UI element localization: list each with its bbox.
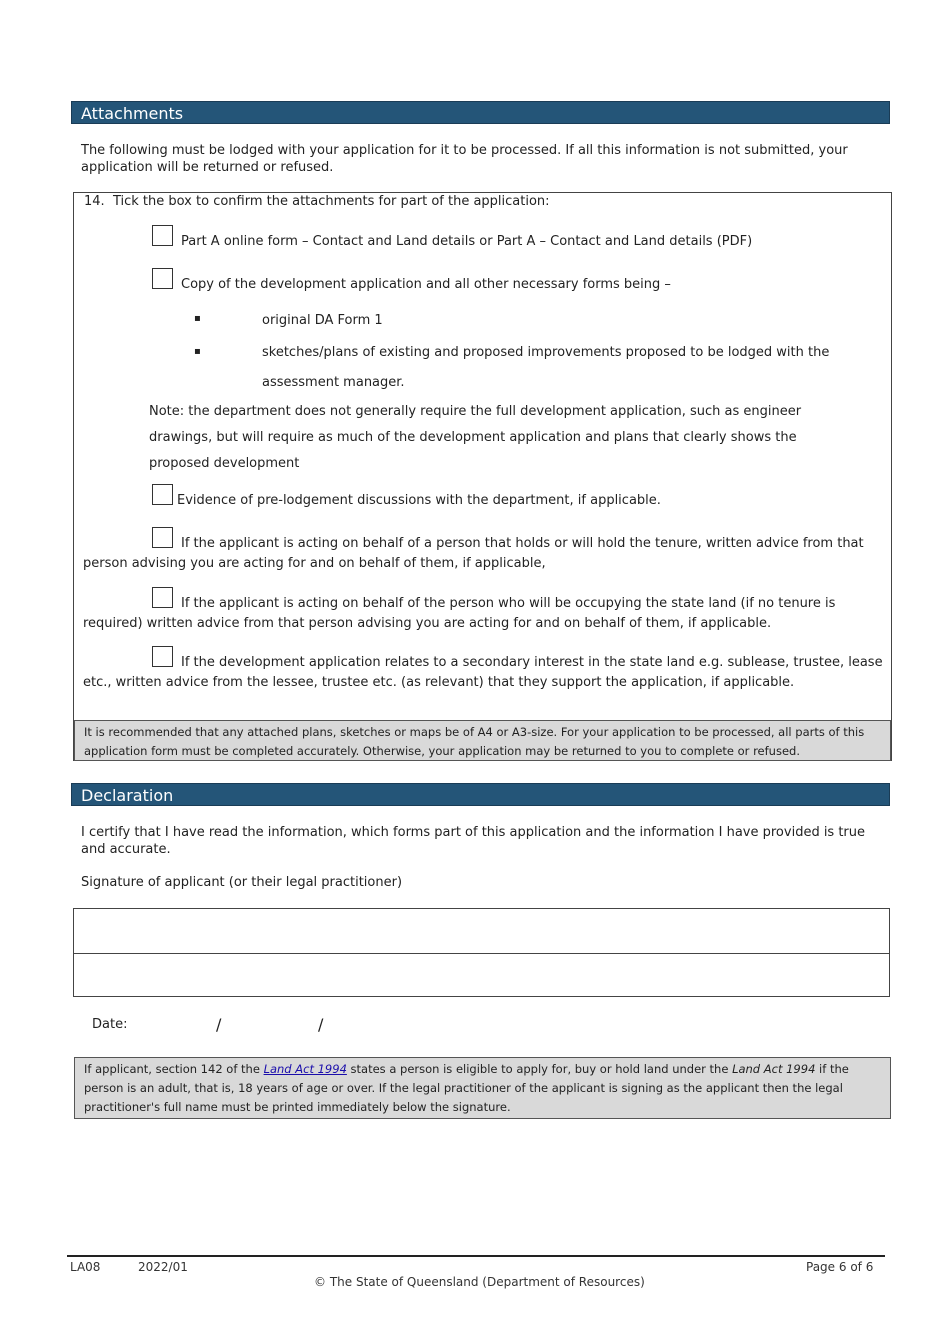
item-copy-da-label: Copy of the development application and all other necessary forms being – bbox=[181, 277, 671, 292]
date-year-field[interactable] bbox=[334, 1013, 424, 1033]
footer-rule bbox=[67, 1255, 885, 1257]
date-separator: / bbox=[318, 1015, 324, 1034]
item-part-a-label: Part A online form – Contact and Land details or Part A – Contact and Land details (PDF) bbox=[181, 234, 753, 249]
checkbox-pre-lodgement[interactable] bbox=[152, 484, 173, 505]
note-part2: states a person is eligible to apply for, buy or hold land under the bbox=[350, 1062, 729, 1076]
declaration-heading: Declaration bbox=[71, 783, 890, 806]
question-number: 14. bbox=[84, 194, 105, 209]
page-number: Page 6 of 6 bbox=[806, 1260, 874, 1274]
signature-field[interactable] bbox=[73, 908, 890, 954]
department-note: Note: the department does not generally require the full development application, such as engineer drawings, but will require as much of the development application and plans that clearly shows the proposed development bbox=[149, 404, 802, 471]
copyright: © The State of Queensland (Department of Resources) bbox=[314, 1275, 645, 1289]
bullet-marker: ▪ bbox=[194, 313, 201, 324]
item-occupier-advice-label: If the applicant is acting on behalf of the person who will be occupying the state land (if no tenure is required) written advice from that person advising you are acting for and on behalf of them, if applicable. bbox=[83, 596, 836, 631]
eligibility-note bbox=[74, 1057, 891, 1119]
note-part3: if the person is an adult, that is, 18 years of age or over. If the legal practitioner of the applicant is signing as the applicant then the legal practitioner's full name must be printed immediately below the signature. bbox=[84, 1062, 849, 1114]
date-day-field[interactable] bbox=[135, 1013, 211, 1033]
attachments-intro: The following must be lodged with your application for it to be processed. If all this information is not submitted, your application will be returned or refused. bbox=[81, 143, 848, 175]
item-tenure-advice-label: If the applicant is acting on behalf of a person that holds or will hold the tenure, written advice from that person advising you are acting for and on behalf of them, if applicable, bbox=[83, 536, 864, 571]
item-pre-lodgement-label: Evidence of pre-lodgement discussions with the department, if applicable. bbox=[177, 493, 661, 508]
recommendation-note: It is recommended that any attached plans, sketches or maps be of A4 or A3-size. For your application to be processed, all parts of this application form must be completed accurately. Otherwise, your application may be returned to you to complete or refused. bbox=[74, 720, 891, 761]
attachments-heading: Attachments bbox=[71, 101, 890, 124]
form-version: 2022/01 bbox=[138, 1260, 188, 1274]
item-secondary-interest-label: If the development application relates to a secondary interest in the state land e.g. sublease, trustee, lease etc., written advice from the lessee, trustee etc. (as relevant) that they support the application, if applicable. bbox=[83, 655, 883, 690]
certify-text: I certify that I have read the information, which forms part of this application and the information I have provided is true and accurate. bbox=[81, 825, 866, 857]
date-label: Date: bbox=[92, 1017, 128, 1032]
question-text: Tick the box to confirm the attachments for part of the application: bbox=[112, 194, 550, 209]
note-part1: If applicant, section 142 of the bbox=[84, 1062, 260, 1076]
checkbox-part-a[interactable] bbox=[152, 225, 173, 246]
date-month-field[interactable] bbox=[232, 1013, 312, 1033]
bullet-marker: ▪ bbox=[194, 346, 201, 357]
land-act-link[interactable]: Land Act 1994 bbox=[263, 1062, 347, 1076]
signature-label: Signature of applicant (or their legal practitioner) bbox=[81, 875, 403, 890]
date-separator: / bbox=[216, 1015, 222, 1034]
note-italic: Land Act 1994 bbox=[732, 1062, 816, 1076]
checkbox-copy-da[interactable] bbox=[152, 268, 173, 289]
bullet-sketches-line2: assessment manager. bbox=[262, 375, 405, 390]
form-code: LA08 bbox=[70, 1260, 101, 1274]
question-14 bbox=[84, 194, 550, 209]
name-field[interactable] bbox=[73, 953, 890, 997]
bullet-da-form: original DA Form 1 bbox=[262, 313, 383, 328]
bullet-sketches-line1: sketches/plans of existing and proposed improvements proposed to be lodged with the bbox=[262, 345, 830, 360]
